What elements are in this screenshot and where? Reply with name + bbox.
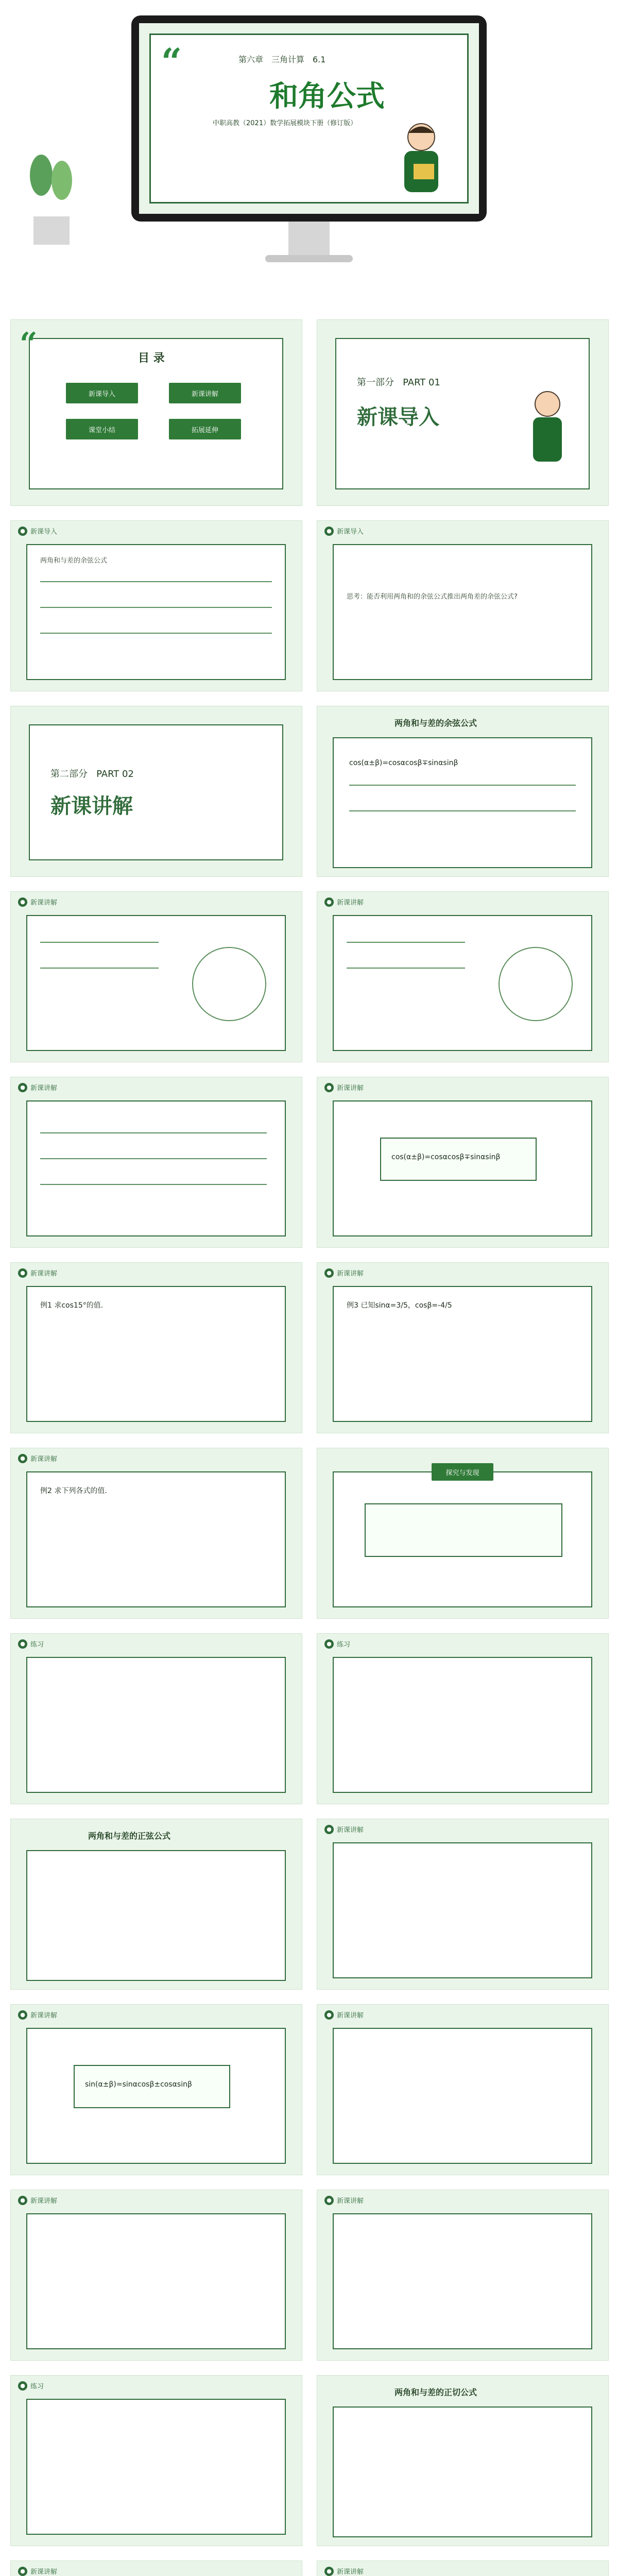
example-text: 例1 求cos15°的值. xyxy=(40,1301,104,1310)
tag-dot-icon: ● xyxy=(324,2567,334,2576)
part1-part: PART 01 xyxy=(403,377,440,388)
explain-slide-3 xyxy=(10,1077,302,1248)
tag-dot-icon: ● xyxy=(18,2567,27,2576)
tag-dot-icon: ● xyxy=(18,2010,27,2020)
content-card xyxy=(333,2028,592,2164)
divider xyxy=(40,1184,267,1185)
monitor-stand xyxy=(288,222,330,258)
content-card xyxy=(26,1657,286,1793)
explain-slide-2 xyxy=(317,891,609,1062)
quote-mark: “ xyxy=(20,326,38,362)
slide-tag: ● 新课导入 xyxy=(324,526,364,536)
tan-derive-slide xyxy=(10,2561,302,2576)
practice-slide-2 xyxy=(317,1633,609,1804)
slide-tag: ● 新课讲解 xyxy=(18,2195,57,2205)
tag-dot-icon: ● xyxy=(324,1083,334,1092)
part1-label: 第一部分 xyxy=(357,377,394,388)
teacher-figure xyxy=(522,385,573,468)
plant-decoration xyxy=(15,144,88,247)
content-card xyxy=(333,2406,592,2537)
tag-dot-icon: ● xyxy=(324,527,334,536)
example-text: 例3 已知sinα=3/5，cosβ=-4/5 xyxy=(347,1301,452,1310)
slide-tag: ● 练习 xyxy=(18,1639,44,1649)
cos-formula-slide xyxy=(317,706,609,877)
part2-slide xyxy=(10,706,302,877)
slide-tag: ● 新课讲解 xyxy=(18,2010,57,2020)
intro-slide-1 xyxy=(10,520,302,691)
content-card xyxy=(333,737,592,868)
divider xyxy=(347,968,465,969)
hero-chapter: 第六章 三角计算 6.1 xyxy=(238,55,326,64)
content-card xyxy=(26,1850,286,1981)
formula-box-slide xyxy=(317,1077,609,1248)
slide-heading: 两角和与差的正切公式 xyxy=(394,2387,477,2397)
hero-subtitle: 中职高教（2021）数学拓展模块下册（修订版） xyxy=(213,120,357,127)
slide-tag: ● 新课讲解 xyxy=(324,1082,364,1092)
content-card xyxy=(333,1100,592,1236)
tag-dot-icon: ● xyxy=(18,2381,27,2391)
part2-label-row xyxy=(50,767,134,780)
formula-text: sin(α±β)=sinαcosβ±cosαsinβ xyxy=(85,2080,192,2089)
formula-text: cos(α±β)=cosαcosβ∓sinαsinβ xyxy=(349,759,458,767)
divider xyxy=(347,942,465,943)
content-card xyxy=(333,2213,592,2349)
tag-dot-icon: ● xyxy=(18,1083,27,1092)
explore-box xyxy=(365,1503,562,1557)
content-card xyxy=(333,1842,592,1978)
tag-dot-icon: ● xyxy=(18,1639,27,1649)
slide-tag: ● 新课讲解 xyxy=(324,1824,364,1834)
toc-card xyxy=(20,326,283,489)
sin-example-slide xyxy=(317,2004,609,2175)
slide-tag: ● 新课讲解 xyxy=(18,1268,57,1278)
intro-card xyxy=(26,544,286,680)
unit-circle-figure xyxy=(499,947,573,1021)
divider xyxy=(40,581,272,582)
slide-tag: ● 新课讲解 xyxy=(324,2010,364,2020)
tag-dot-icon: ● xyxy=(324,1639,334,1649)
slide-tag: ● 新课讲解 xyxy=(18,2566,57,2576)
sin-example2-slide xyxy=(10,2190,302,2361)
tag-dot-icon: ● xyxy=(324,2196,334,2205)
part1-slide xyxy=(317,319,609,506)
toc-item-intro[interactable]: 新课导入 xyxy=(66,383,138,403)
screen-slide xyxy=(149,33,469,204)
tag-dot-icon: ● xyxy=(18,2196,27,2205)
sin-derive-slide xyxy=(317,1819,609,1990)
part1-title: 新课导入 xyxy=(357,405,439,429)
tag-dot-icon: ● xyxy=(18,1454,27,1463)
content-card xyxy=(333,1657,592,1793)
toc-item-explain[interactable]: 新课讲解 xyxy=(169,383,241,403)
explore-badge: 探究与发现 xyxy=(432,1463,493,1481)
explain-slide-1 xyxy=(10,891,302,1062)
content-card xyxy=(333,915,592,1051)
slide-heading: 两角和与差的正弦公式 xyxy=(88,1831,171,1841)
toc-item-summary[interactable]: 课堂小结 xyxy=(66,419,138,439)
tag-dot-icon: ● xyxy=(324,897,334,907)
slide-tag: ● 新课讲解 xyxy=(324,2195,364,2205)
slide-tag: ● 新课讲解 xyxy=(324,897,364,907)
divider xyxy=(40,942,159,943)
slide-tag: ● 练习 xyxy=(324,1639,350,1649)
content-card xyxy=(26,1471,286,1607)
hero-section xyxy=(0,0,618,289)
hero-title: 和角公式 xyxy=(269,79,385,113)
toc-title: 目 录 xyxy=(138,352,165,365)
slide-tag: ● 新课导入 xyxy=(18,526,57,536)
divider xyxy=(349,785,576,786)
divider xyxy=(40,968,159,969)
sin-example3-slide xyxy=(317,2190,609,2361)
tag-dot-icon: ● xyxy=(18,527,27,536)
part1-card xyxy=(335,338,590,489)
tag-dot-icon: ● xyxy=(18,897,27,907)
slide-tag: ● 新课讲解 xyxy=(18,897,57,907)
tan-intro-slide xyxy=(317,2375,609,2546)
explore-slide xyxy=(317,1448,609,1619)
tag-dot-icon: ● xyxy=(324,1268,334,1278)
divider xyxy=(40,607,272,608)
divider xyxy=(40,633,272,634)
slide-tag: ● 新课讲解 xyxy=(324,1268,364,1278)
tan-formula-slide xyxy=(317,2561,609,2576)
sin-formula-slide xyxy=(10,2004,302,2175)
intro-slide-2 xyxy=(317,520,609,691)
formula-text: cos(α±β)=cosαcosβ∓sinαsinβ xyxy=(391,1153,501,1161)
part2-part: PART 02 xyxy=(96,769,134,779)
slide-heading: 两角和与差的余弦公式 xyxy=(394,718,477,728)
practice-slide-3 xyxy=(10,2375,302,2546)
divider xyxy=(349,810,576,811)
part1-label-row xyxy=(357,375,440,388)
example1-slide xyxy=(10,1262,302,1433)
tag-dot-icon: ● xyxy=(324,2010,334,2020)
intro-text: 两角和与差的余弦公式 xyxy=(40,557,108,565)
content-card xyxy=(333,1286,592,1422)
tag-dot-icon: ● xyxy=(324,1825,334,1834)
monitor-screen xyxy=(139,23,479,214)
toc-slide xyxy=(10,319,302,506)
sin-intro-slide xyxy=(10,1819,302,1990)
content-card xyxy=(26,2028,286,2164)
slide-tag: ● 练习 xyxy=(18,2381,44,2391)
monitor-base xyxy=(265,255,353,262)
example3-slide xyxy=(317,1262,609,1433)
toc-item-extend[interactable]: 拓展延伸 xyxy=(169,419,241,439)
teacher-figure xyxy=(393,117,450,200)
think-text: 思考：能否利用两角和的余弦公式推出两角差的余弦公式? xyxy=(347,593,518,601)
example2-slide xyxy=(10,1448,302,1619)
quote-mark: “ xyxy=(161,40,182,83)
slide-tag: ● 新课讲解 xyxy=(18,1082,57,1092)
content-card xyxy=(26,1100,286,1236)
content-card xyxy=(26,2213,286,2349)
content-card xyxy=(26,1286,286,1422)
formula-box xyxy=(74,2065,230,2108)
tag-dot-icon: ● xyxy=(18,1268,27,1278)
example-text: 例2 求下列各式的值. xyxy=(40,1487,107,1495)
content-card xyxy=(26,915,286,1051)
content-card xyxy=(333,1471,592,1607)
practice-slide-1 xyxy=(10,1633,302,1804)
content-card xyxy=(26,2399,286,2535)
divider xyxy=(40,1132,267,1133)
divider xyxy=(40,1158,267,1159)
slide-tag: ● 新课讲解 xyxy=(18,1453,57,1463)
part2-title: 新课讲解 xyxy=(50,794,133,818)
intro-card-2 xyxy=(333,544,592,680)
unit-circle-figure xyxy=(192,947,266,1021)
part2-card xyxy=(29,724,283,860)
formula-box xyxy=(380,1138,537,1181)
part2-label: 第二部分 xyxy=(50,769,88,779)
slide-tag: ● 新课讲解 xyxy=(324,2566,364,2576)
